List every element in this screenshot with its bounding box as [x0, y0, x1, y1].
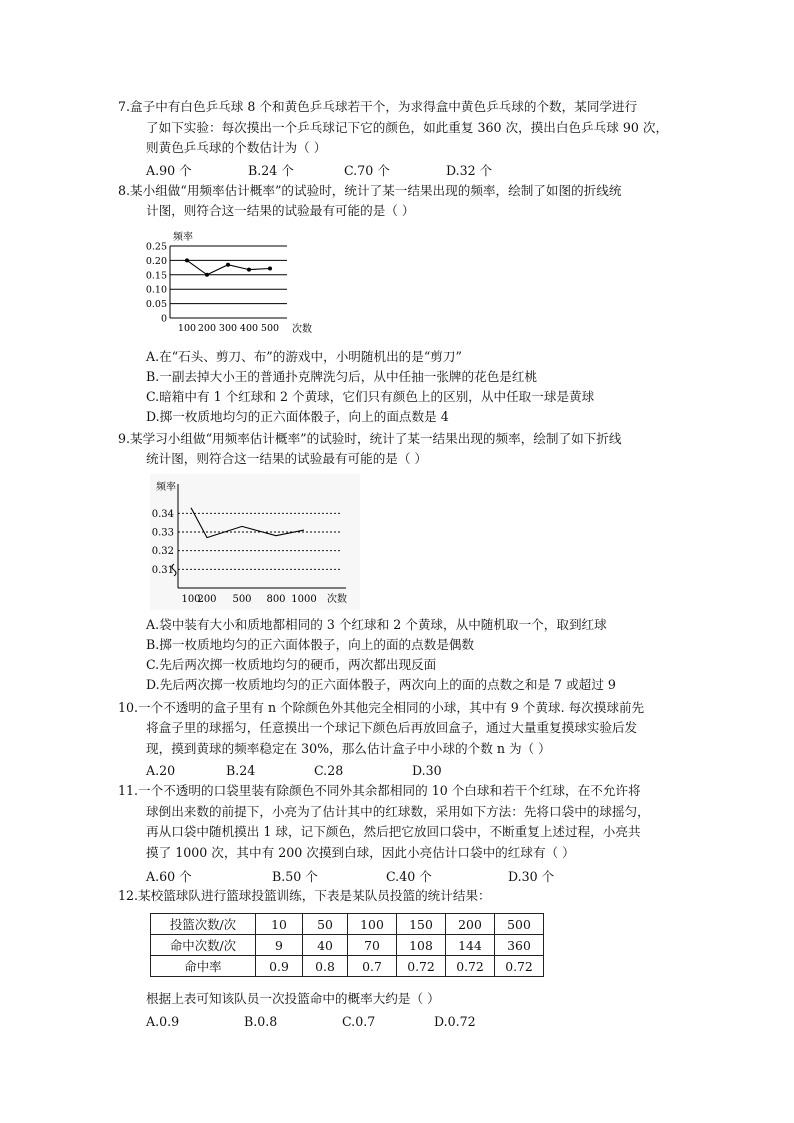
table-cell: 70	[348, 935, 397, 956]
q9-option-b: B.掷一枚质地均匀的正六面体骰子，向上的面的点数是偶数	[146, 637, 475, 652]
table-cell: 144	[446, 935, 495, 956]
q8-option-b: B.一副去掉大小王的普通扑克牌洗匀后，从中任抽一张牌的花色是红桃	[146, 369, 538, 384]
table-row	[151, 914, 544, 935]
q9-option-a: A.袋中装有大小和质地都相同的 3 个红球和 2 个黄球，从中随机取一个，取到红球	[146, 617, 607, 632]
q9-line-chart	[150, 474, 360, 610]
y-tick-label: 0.33	[151, 527, 174, 539]
q11-stem-line2: 球倒出来数的前提下，小亮为了估计其中的红球数，采用如下方法：先将口袋中的球摇匀，	[146, 804, 650, 819]
table-cell: 500	[495, 914, 544, 935]
y-tick-label: 0.25	[145, 241, 167, 253]
x-tick-label: 300	[218, 323, 238, 334]
x-tick-label: 200	[197, 594, 217, 605]
data-point	[185, 258, 189, 262]
x-tick-label: 100	[181, 594, 201, 605]
option-d: D.0.72	[434, 1014, 476, 1029]
table-header-cell: 投篮次数/次	[151, 914, 256, 935]
shooting-stats-table	[150, 913, 544, 977]
table-cell: 360	[495, 935, 544, 956]
option-b: B.50 个	[272, 869, 318, 884]
q9-y-axis-label: 频率	[156, 482, 176, 493]
q9-stem-line2: 统计图，则符合这一结果的试验最有可能的是（ ）	[146, 451, 428, 466]
y-tick-label: 0.20	[145, 255, 167, 267]
q8-option-c: C.暗箱中有 1 个红球和 2 个黄球，它们只有颜色上的区别，从中任取一球是黄球	[146, 389, 595, 404]
table-cell: 150	[397, 914, 446, 935]
table-cell: 100	[348, 914, 397, 935]
q10-stem-line1: 10.一个不透明的盒子里有 n 个除颜色外其他完全相同的小球，其中有 9 个黄球. 每次摸球前先	[118, 700, 645, 715]
table-cell: 0.7	[348, 956, 397, 977]
y-tick-label: 0.15	[145, 270, 167, 282]
option-a: A.20	[146, 763, 176, 778]
q8-option-d: D.掷一枚质地均匀的正六面体骰子，向上的面点数是 4	[146, 409, 449, 424]
table-cell: 0.8	[303, 956, 348, 977]
q9-option-c: C.先后两次掷一枚质地均匀的硬币，两次都出现反面	[146, 657, 437, 672]
q8-line-chart	[145, 228, 325, 340]
x-tick-label: 500	[260, 323, 280, 334]
data-point	[226, 263, 230, 267]
data-point	[268, 266, 272, 270]
option-c: C.40 个	[386, 869, 432, 884]
q8-x-axis-label: 次数	[292, 324, 312, 335]
option-d: D.32 个	[446, 163, 493, 178]
q11-stem-line3: 再从口袋中随机摸出 1 球，记下颜色，然后把它放回口袋中，不断重复上述过程，小亮共	[146, 824, 641, 839]
option-d: D.30	[412, 763, 442, 778]
q8-stem-line2: 计图，则符合这一结果的试验最有可能的是（ ）	[146, 203, 415, 218]
option-c: C.70 个	[344, 163, 390, 178]
q7-stem-line2: 了如下实验：每次摸出一个乒乓球记下它的颜色，如此重复 360 次，摸出白色乒乓球 90 次，	[146, 120, 669, 135]
option-d: D.30 个	[508, 869, 555, 884]
table-cell: 9	[256, 935, 303, 956]
q8-y-axis-label: 频率	[173, 232, 193, 243]
q12-stem-line2: 根据上表可知该队员一次投篮命中的概率大约是（ ）	[146, 991, 440, 1006]
table-cell: 0.9	[256, 956, 303, 977]
table-cell: 0.72	[397, 956, 446, 977]
table-row	[151, 956, 544, 977]
q9-option-d: D.先后两次掷一枚质地均匀的正六面体骰子，两次向上的面的点数之和是 7 或超过 9	[146, 677, 616, 692]
x-tick-label: 400	[239, 323, 259, 334]
q11-stem-line1: 11.一个不透明的口袋里装有除颜色不同外其余都相同的 10 个白球和若干个红球，在不允许将	[118, 783, 641, 798]
table-cell: 0.72	[446, 956, 495, 977]
option-c: C.0.7	[342, 1014, 376, 1029]
q7-stem-line3: 则黄色乒乓球的个数估计为（ ）	[146, 140, 327, 155]
option-a: A.60 个	[146, 869, 192, 884]
table-cell: 10	[256, 914, 303, 935]
data-point	[247, 268, 251, 272]
x-tick-label: 500	[232, 594, 252, 605]
q8-stem-line1: 8.某小组做“用频率估计概率”的试验时，统计了某一结果出现的频率，绘制了如图的折线统	[118, 183, 622, 198]
y-tick-label: 0.31	[151, 564, 174, 576]
q10-stem-line3: 现，摸到黄球的频率稳定在 30%，那么估计盒子中小球的个数 n 为（ ）	[146, 741, 551, 756]
y-tick-label: 0.32	[151, 546, 174, 558]
option-c: C.28	[314, 763, 344, 778]
table-header-cell: 命中率	[151, 956, 256, 977]
table-header-cell: 命中次数/次	[151, 935, 256, 956]
q11-stem-line4: 摸了 1000 次，其中有 200 次摸到白球，因此小亮估计口袋中的红球有（ ）	[146, 845, 575, 860]
table-cell: 50	[303, 914, 348, 935]
q9-stem-line1: 9.某学习小组做“用频率估计概率”的试验时，统计了某一结果出现的频率，绘制了如下折线	[118, 431, 622, 446]
option-b: B.0.8	[244, 1014, 278, 1029]
q10-stem-line2: 将盒子里的球摇匀，任意摸出一个球记下颜色后再放回盒子，通过大量重复摸球实验后发	[146, 720, 638, 735]
table-cell: 40	[303, 935, 348, 956]
option-a: A.90 个	[146, 163, 192, 178]
x-tick-label: 1000	[291, 594, 317, 605]
y-tick-label: 0	[160, 313, 167, 325]
x-tick-label: 200	[197, 323, 217, 334]
q12-stem-line1: 12.某校篮球队进行篮球投篮训练，下表是某队员投篮的统计结果：	[118, 888, 491, 903]
y-tick-label: 0.34	[151, 508, 174, 520]
table-row	[151, 935, 544, 956]
table-cell: 200	[446, 914, 495, 935]
option-a: A.0.9	[146, 1014, 180, 1029]
table-cell: 108	[397, 935, 446, 956]
q8-series-line	[187, 260, 270, 274]
x-tick-label: 800	[266, 594, 286, 605]
y-tick-label: 0.05	[145, 299, 167, 311]
q7-stem-line1: 7.盒子中有白色乒乓球 8 个和黄色乒乓球若干个，为求得盒中黄色乒乓球的个数，某同学进行	[118, 99, 638, 114]
option-b: B.24	[226, 763, 256, 778]
y-tick-label: 0.10	[145, 284, 167, 296]
option-b: B.24 个	[248, 163, 294, 178]
q9-x-axis-label: 次数	[327, 594, 347, 605]
table-cell: 0.72	[495, 956, 544, 977]
q8-option-a: A.在“石头、剪刀、布”的游戏中，小明随机出的是“剪刀”	[146, 349, 462, 364]
x-tick-label: 100	[177, 323, 197, 334]
data-point	[205, 273, 209, 277]
